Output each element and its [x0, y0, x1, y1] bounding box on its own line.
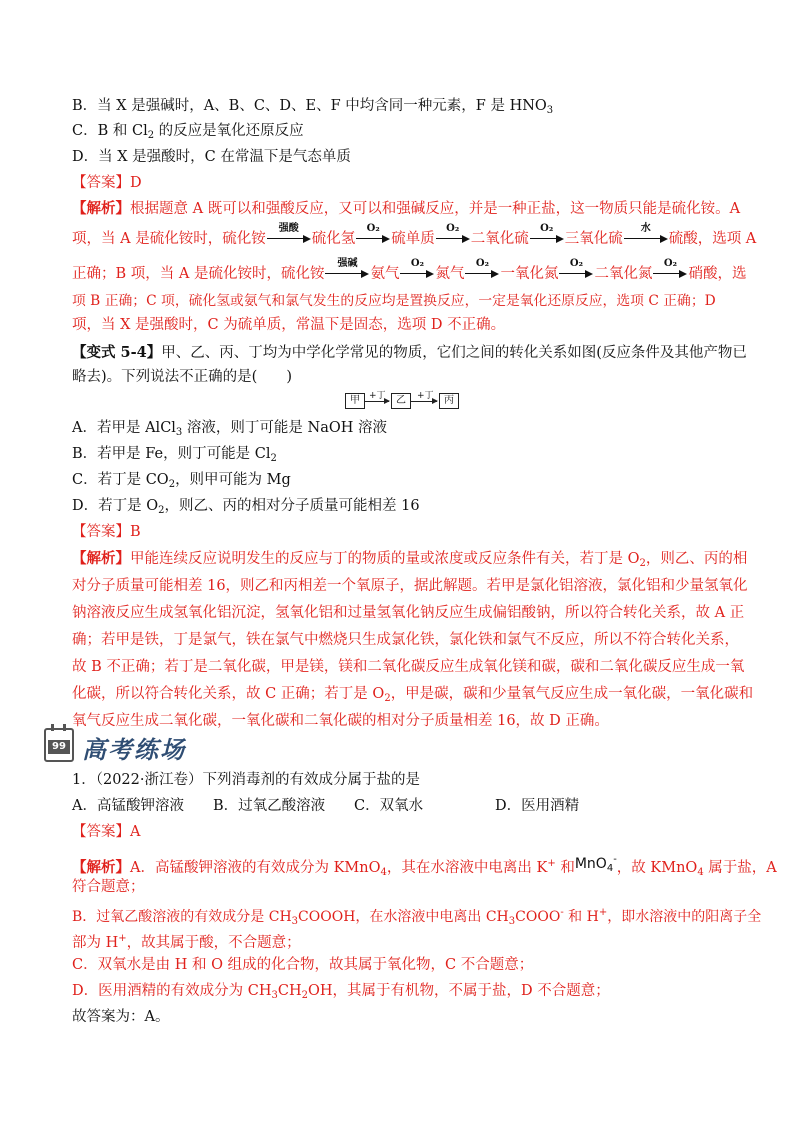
reaction-arrow: O₂ — [530, 227, 564, 241]
analysis-line: 【解析】甲能连续反应说明发生的反应与丁的物质的量或浓度或反应条件有关，若丁是 $O_2$，则乙、丙的相 — [72, 550, 748, 569]
calendar-icon: 99 — [44, 728, 74, 762]
variant-stem: 略去)。下列说法不正确的是( ) — [72, 369, 292, 385]
analysis-line: B．过氧乙酸溶液的有效成分是 $CH_3COOOH$，在水溶液中电离出 $CH_3COOO^-$ 和 H+，即水溶液中的阳离子全 — [72, 907, 762, 927]
analysis-line: 确；若甲是铁，丁是氯气，铁在氯气中燃烧只生成氯化铁，氯化铁和氯气不反应，所以不符合转化关系， — [72, 632, 739, 648]
answer-label: 【答案】B — [72, 524, 141, 540]
arrow-label: +丁 — [369, 391, 386, 401]
reaction-arrow: O₂ — [356, 227, 390, 241]
option-d: D．若丁是 $O_2$，则乙、丙的相对分子质量可能相差 16 — [72, 498, 420, 516]
node-jia: 甲 — [345, 393, 365, 409]
analysis-line: 项，当 X 是强酸时，C 为硫单质，常温下是固态，选项 D 不正确。 — [72, 317, 506, 333]
option-d: D．医用酒精 — [495, 798, 580, 814]
option-d: D．当 X 是强酸时，C 在常温下是气态单质 — [72, 149, 351, 165]
arrow-label: +丁 — [417, 391, 434, 401]
analysis-line: 氧气反应生成二氧化碳，一氧化碳和二氧化碳的相对分子质量相差 16，故 D 正确。 — [72, 713, 609, 729]
analysis-line: 项 B 正确；C 项，硫化氢或氨气和氯气发生的反应均是置换反应，一定是氧化还原反应，选项 C 正确；D — [72, 293, 716, 309]
analysis-line: 对分子质量可能相差 16，则乙和丙相差一个氧原子，据此解题。若甲是氯化铝溶液，氯化铝和少量氢氧化 — [72, 578, 748, 594]
question-stem: 1．（2022·浙江卷）下列消毒剂的有效成分属于盐的是 — [72, 772, 420, 788]
reaction-arrow: 水 — [624, 227, 668, 241]
option-b: B．若甲是 Fe，则丁可能是 $Cl_2$ — [72, 446, 277, 464]
analysis-line: 【解析】A．高锰酸钾溶液的有效成分为 KMnO$_4$，其在水溶液中电离出 K+ 和MnO$_4$-，故 KMnO$_4$ 属于盐，A — [72, 854, 777, 878]
analysis-line: 化碳，所以符合转化关系，故 C 正确；若丁是 $O_2$，甲是碳，碳和少量氧气反应生成一氧化碳，一氧化碳和 — [72, 686, 754, 704]
analysis-line: 符合题意； — [72, 879, 145, 895]
option-a: A．高锰酸钾溶液 — [72, 798, 184, 814]
option-a: A．若甲是 AlCl$_3$ 溶液，则丁可能是 NaOH 溶液 — [72, 420, 387, 438]
node-yi: 乙 — [391, 393, 411, 409]
reaction-chain-2: 正确；B 项，当 A 是硫化铵时，硫化铵 强碱 氨气 O₂ 氮气 O₂ 一氧化氮 O₂ 二氧化氮 O₂ 硝酸，选 — [72, 258, 747, 282]
option-c: C．B 和 $Cl_2$ 的反应是氧化还原反应 — [72, 123, 304, 141]
analysis-line: C．双氧水是由 H 和 O 组成的化合物，故其属于氧化物，C 不合题意； — [72, 957, 534, 973]
reaction-arrow: O₂ — [559, 262, 593, 276]
answer-label: 【答案】D — [72, 175, 142, 191]
option-c: C．双氧水 — [354, 798, 424, 814]
answer-label: 【答案】A — [72, 824, 141, 840]
reaction-arrow: O₂ — [465, 262, 499, 276]
diagram-arrow — [365, 401, 389, 402]
permanganate-formula: MnO$_4$- — [574, 854, 617, 874]
reaction-arrow: 强酸 — [267, 227, 311, 241]
diagram-arrow — [411, 401, 437, 402]
reaction-arrow: O₂ — [436, 227, 470, 241]
option-b: B．当 X 是强碱时，A、B、C、D、E、F 中均含同一种元素，F 是 $HNO_3$ — [72, 98, 554, 116]
analysis-line: 故 B 不正确；若丁是二氧化碳，甲是镁，镁和二氧化碳反应生成氧化镁和碳，碳和二氧化碳反应生成一氧 — [72, 659, 745, 675]
analysis-line: D．医用酒精的有效成分为 $CH_3CH_2OH$，其属于有机物，不属于盐，D 不合题意； — [72, 983, 610, 1001]
reaction-arrow: O₂ — [400, 262, 434, 276]
reaction-chain-1: 项，当 A 是硫化铵时，硫化铵 强酸 硫化氢 O₂ 硫单质 O₂ 二氧化硫 O₂ 三氧化硫 水 硫酸，选项 A — [72, 223, 757, 247]
section-title: 高考练场 — [82, 735, 186, 764]
final-answer: 故答案为：A。 — [72, 1009, 170, 1025]
node-bing: 丙 — [439, 393, 459, 409]
analysis-line: 部为 H+，故其属于酸，不合题意； — [72, 933, 301, 951]
reaction-arrow: O₂ — [653, 262, 687, 276]
reaction-arrow: 强碱 — [325, 262, 369, 276]
option-c: C．若丁是 $CO_2$，则甲可能为 Mg — [72, 472, 291, 490]
option-b: B．过氧乙酸溶液 — [213, 798, 326, 814]
analysis-line: 【解析】根据题意 A 既可以和强酸反应，又可以和强碱反应，并是一种正盐，这一物质只能是硫化铵。A — [72, 200, 741, 217]
variant-stem: 【变式 5-4】甲、乙、丙、丁均为中学化学常见的物质，它们之间的转化关系如图(反应条件及其他产物已 — [72, 344, 747, 361]
analysis-line: 钠溶液反应生成氢氧化铝沉淀，氢氧化铝和过量氢氧化钠反应生成偏铝酸钠，所以符合转化关系，故 A 正 — [72, 605, 745, 621]
